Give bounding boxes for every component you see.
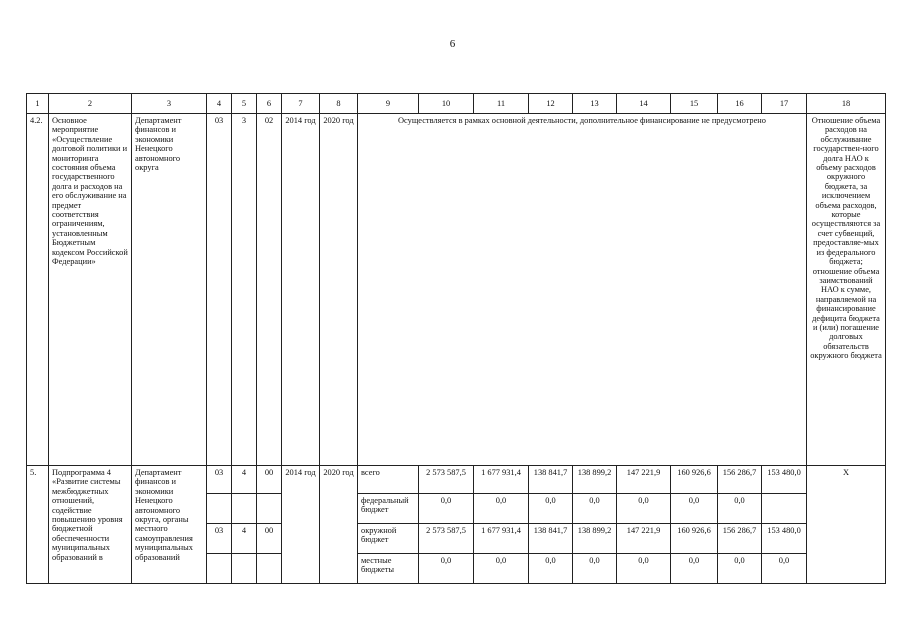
- funding-source: федеральный бюджет: [358, 494, 419, 524]
- code-cell: [207, 494, 232, 524]
- amount-cell: 156 286,7: [718, 466, 762, 494]
- amount-cell: 1 677 931,4: [474, 466, 529, 494]
- header-cell: 4: [207, 94, 232, 114]
- code-cell: 00: [257, 524, 282, 554]
- code-cell: [257, 494, 282, 524]
- table-row-5-total: [27, 466, 886, 494]
- table-row-4-2: [27, 114, 886, 466]
- amount-cell: 138 899,2: [573, 524, 617, 554]
- amount-cell: 138 899,2: [573, 466, 617, 494]
- row-number: 4.2.: [27, 114, 49, 466]
- indicator-text: Х: [807, 466, 886, 584]
- amount-cell: 147 221,9: [617, 466, 671, 494]
- code-cell: 03: [207, 466, 232, 494]
- amount-cell: 0,0: [718, 554, 762, 584]
- amount-cell: 0,0: [474, 554, 529, 584]
- code-cell: [257, 554, 282, 584]
- start-year: 2014 год: [282, 466, 320, 584]
- header-cell: 5: [232, 94, 257, 114]
- header-cell: 2: [49, 94, 132, 114]
- amount-cell: 0,0: [419, 554, 474, 584]
- header-cell: 10: [419, 94, 474, 114]
- page-number: 6: [449, 38, 456, 50]
- header-cell: 8: [320, 94, 358, 114]
- header-cell: 12: [529, 94, 573, 114]
- amount-cell: 0,0: [762, 554, 807, 584]
- amount-cell: 156 286,7: [718, 524, 762, 554]
- amount-cell: 153 480,0: [762, 466, 807, 494]
- code-cell: 00: [257, 466, 282, 494]
- amount-cell: 2 573 587,5: [419, 466, 474, 494]
- amount-cell: 160 926,6: [671, 466, 718, 494]
- funding-note: Осуществляется в рамках основной деятельности, дополнительное финансирование не предусмотрено: [358, 114, 807, 466]
- amount-cell: 0,0: [573, 494, 617, 524]
- code-cell: 3: [232, 114, 257, 466]
- row-number: 5.: [27, 466, 49, 584]
- header-cell: 18: [807, 94, 886, 114]
- code-cell: 03: [207, 114, 232, 466]
- funding-source: всего: [358, 466, 419, 494]
- header-cell: 16: [718, 94, 762, 114]
- header-cell: 3: [132, 94, 207, 114]
- amount-cell: 0,0: [529, 554, 573, 584]
- amount-cell: 0,0: [419, 494, 474, 524]
- end-year: 2020 год: [320, 114, 358, 466]
- header-cell: 13: [573, 94, 617, 114]
- amount-cell: 153 480,0: [762, 524, 807, 554]
- amount-cell: 138 841,7: [529, 466, 573, 494]
- amount-cell: 0,0: [671, 494, 718, 524]
- amount-cell: 0,0: [671, 554, 718, 584]
- header-cell: 17: [762, 94, 807, 114]
- subprogram-name: Подпрограмма 4 «Развитие системы межбюджетных отношений, содействие повышению уровня бюджетной обеспеченности муниципальных образований в: [49, 466, 132, 584]
- code-cell: [207, 554, 232, 584]
- funding-source: окружной бюджет: [358, 524, 419, 554]
- program-table: [26, 93, 886, 584]
- indicator-text: Отношение объема расходов на обслуживание государствен-ного долга НАО к объему расходов окружного бюджета, за исключением объема расходов, которые осуществляются за счет субвенций, предоставляе-мых из федерального бюджета; отношение объема заимствований НАО к сумме, направляемой на финансирование дефицита бюджета и (или) погашение долговых обязательств окружного бюджета: [807, 114, 886, 466]
- amount-cell: [762, 494, 807, 524]
- code-cell: 02: [257, 114, 282, 466]
- code-cell: 4: [232, 524, 257, 554]
- header-cell: 9: [358, 94, 419, 114]
- amount-cell: 0,0: [474, 494, 529, 524]
- amount-cell: 2 573 587,5: [419, 524, 474, 554]
- amount-cell: 138 841,7: [529, 524, 573, 554]
- header-cell: 11: [474, 94, 529, 114]
- executor-name: Департамент финансов и экономики Ненецкого автономного округа: [132, 114, 207, 466]
- start-year: 2014 год: [282, 114, 320, 466]
- header-cell: 1: [27, 94, 49, 114]
- executor-name: Департамент финансов и экономики Ненецкого автономного округа, органы местного самоуправления муниципальных образований: [132, 466, 207, 584]
- amount-cell: 1 677 931,4: [474, 524, 529, 554]
- amount-cell: 147 221,9: [617, 524, 671, 554]
- amount-cell: 0,0: [617, 554, 671, 584]
- amount-cell: 0,0: [529, 494, 573, 524]
- header-cell: 14: [617, 94, 671, 114]
- amount-cell: 160 926,6: [671, 524, 718, 554]
- code-cell: 03: [207, 524, 232, 554]
- header-cell: 6: [257, 94, 282, 114]
- funding-source: местные бюджеты: [358, 554, 419, 584]
- code-cell: [232, 494, 257, 524]
- header-cell: 15: [671, 94, 718, 114]
- header-row: [27, 94, 886, 114]
- code-cell: 4: [232, 466, 257, 494]
- end-year: 2020 год: [320, 466, 358, 584]
- header-cell: 7: [282, 94, 320, 114]
- amount-cell: 0,0: [573, 554, 617, 584]
- amount-cell: 0,0: [617, 494, 671, 524]
- measure-name: Основное мероприятие «Осуществление долговой политики и мониторинга состояния объема государственного долга и расходов на его обслуживание на предмет соответствия ограничениям, установленным Бюджетным кодексом Российской Федерации»: [49, 114, 132, 466]
- code-cell: [232, 554, 257, 584]
- amount-cell: 0,0: [718, 494, 762, 524]
